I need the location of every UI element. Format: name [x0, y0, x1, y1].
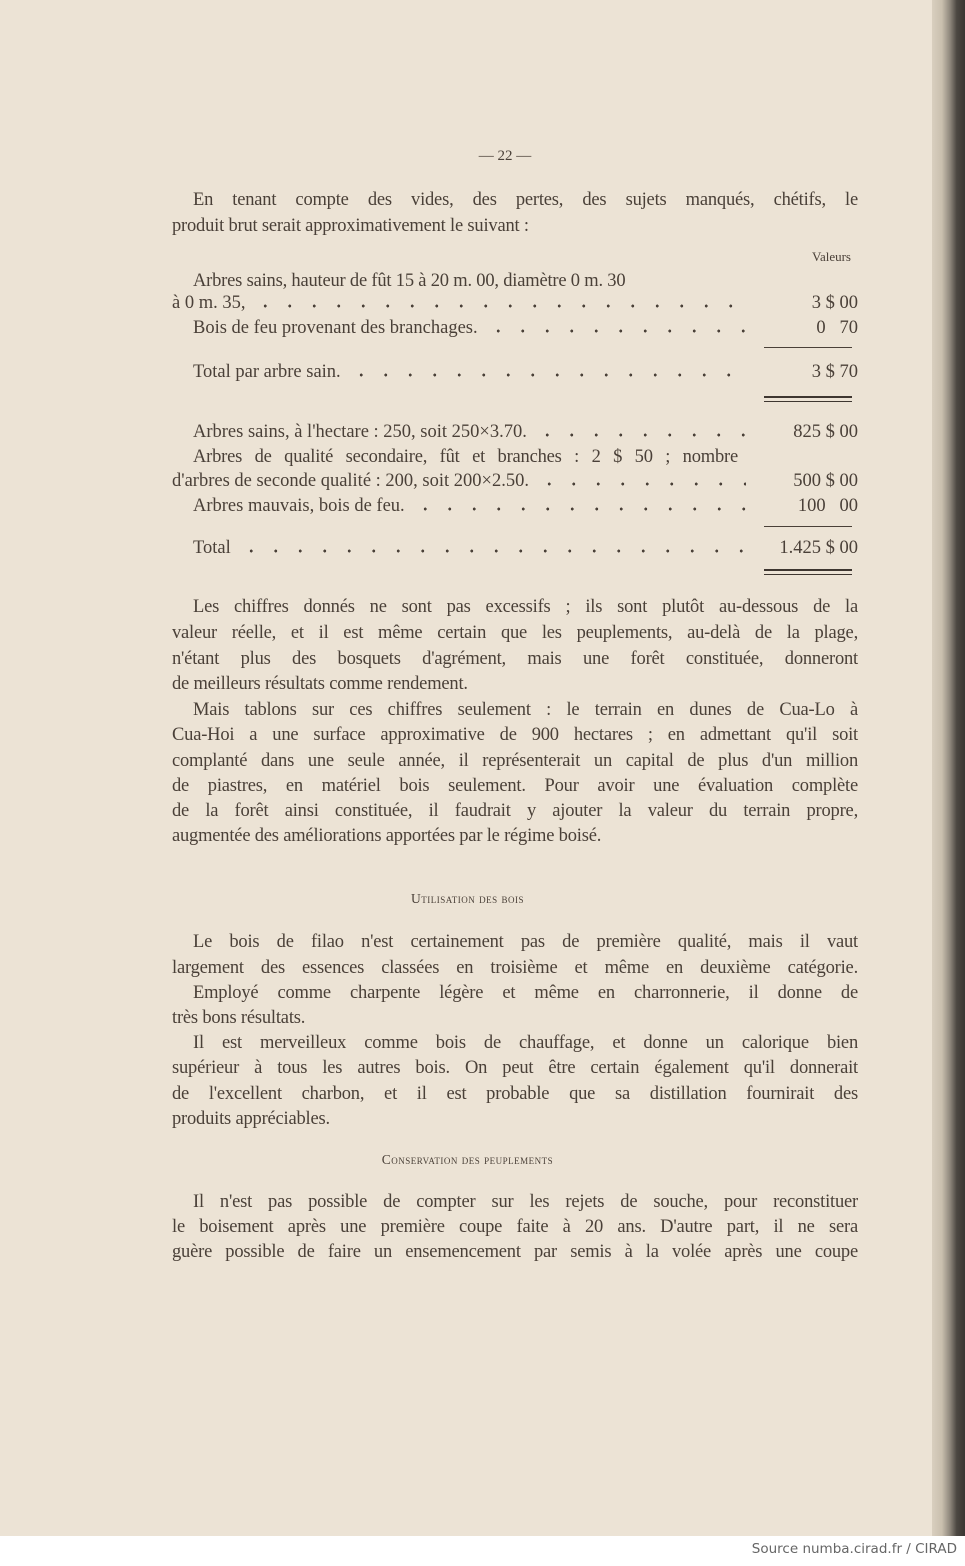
page-number: — 22 —: [478, 148, 532, 164]
total-value: 3 $ 70: [811, 362, 858, 382]
dot-leader: [349, 373, 746, 377]
sum-rule: [764, 347, 852, 348]
book-binding-edge: [932, 0, 965, 1536]
dot-leader: [535, 433, 746, 437]
paragraph-line: le boisement après une première coupe faite à 20 ans. D'autre part, il ne sera: [172, 1217, 858, 1237]
paragraph-line: Employé comme charpente légère et même en charronnerie, il donne de: [193, 983, 858, 1003]
table-row-label: Arbres mauvais, bois de feu.: [193, 496, 405, 516]
paragraph-line: n'étant plus des bosquets d'agrément, mais une forêt constituée, donneront: [172, 649, 858, 669]
sum-rule: [764, 526, 852, 527]
paragraph-line: valeur réelle, et il est même certain que les peuplements, au-delà de la plage,: [172, 623, 858, 643]
paragraph-line: complanté dans une seule année, il représenterait un capital de plus d'un million: [172, 751, 858, 771]
table-row-value: 100 00: [797, 496, 858, 516]
paragraph-line: Cua-Hoi a une surface approximative de 900 hectares ; en admettant qu'il soit: [172, 725, 858, 745]
dot-leader: [537, 482, 746, 486]
table-row-label: Arbres sains, à l'hectare : 250, soit 250×3.70.: [193, 422, 527, 442]
table-row: [172, 470, 858, 492]
table-row-label: Arbres de qualité secondaire, fût et branches : 2 $ 50 ; nombre: [193, 447, 738, 467]
table-row-label: Arbres sains, hauteur de fût 15 à 20 m. 00, diamètre 0 m. 30: [193, 271, 626, 291]
dot-leader: [239, 549, 760, 553]
total-label: Total par arbre sain.: [193, 362, 341, 382]
paragraph-line: augmentée des améliorations apportées par le régime boisé.: [172, 826, 602, 846]
table-total-row: [172, 361, 858, 383]
table-row-value: 0 70: [816, 318, 858, 338]
paragraph-line: produits appréciables.: [172, 1109, 330, 1129]
paragraph-line: très bons résultats.: [172, 1008, 306, 1028]
paragraph-line: largement des essences classées en troisième et même en deuxième catégorie.: [172, 958, 858, 978]
paragraph-line: Il n'est pas possible de compter sur les rejets de souche, pour reconstituer: [193, 1192, 858, 1212]
section-heading-conservation: Conservation des peuplements: [381, 1152, 554, 1167]
table-row: [172, 495, 858, 517]
section-heading-utilisation: Utilisation des bois: [411, 891, 524, 906]
table-row-label: Bois de feu provenant des branchages.: [193, 318, 478, 338]
paragraph-line: Les chiffres donnés ne sont pas excessifs ; ils sont plutôt au-dessous de la: [193, 597, 858, 617]
paragraph-line: Il est merveilleux comme bois de chauffage, et donne un calorique bien: [193, 1033, 858, 1053]
paragraph-line: de meilleurs résultats comme rendement.: [172, 674, 468, 694]
table-row-label: à 0 m. 35,: [172, 293, 246, 313]
paragraph-line: de la forêt ainsi constituée, il faudrait y ajouter la valeur du terrain propre,: [172, 801, 858, 821]
paragraph-line: de piastres, en matériel bois seulement. Pour avoir une évaluation complète: [172, 776, 858, 796]
total-double-rule: [764, 396, 852, 402]
table-row: [172, 292, 858, 314]
table-row: [172, 317, 858, 339]
total-label: Total: [193, 538, 231, 558]
paragraph-line: guère possible de faire un ensemencement par semis à la volée après une coupe: [172, 1242, 858, 1262]
table-row: [172, 421, 858, 443]
total-double-rule: [764, 569, 852, 575]
intro-line: produit brut serait approximativement le suivant :: [172, 216, 529, 236]
dot-leader: [486, 329, 746, 333]
paragraph-line: Mais tablons sur ces chiffres seulement : le terrain en dunes de Cua-Lo à: [193, 700, 858, 720]
intro-line: En tenant compte des vides, des pertes, des sujets manqués, chétifs, le: [193, 190, 858, 210]
paragraph-line: Le bois de filao n'est certainement pas de première qualité, mais il vaut: [193, 932, 858, 952]
source-credit: Source numba.cirad.fr / CIRAD: [751, 1541, 957, 1557]
values-column-header: Valeurs: [812, 249, 851, 264]
table-total-row: [172, 537, 858, 559]
table-row-value: 825 $ 00: [793, 422, 858, 442]
paragraph-line: de l'excellent charbon, et il est probable que sa distillation fournirait des: [172, 1084, 858, 1104]
table-row-value: 3 $ 00: [811, 293, 858, 313]
table-row-label: d'arbres de seconde qualité : 200, soit 200×2.50.: [172, 471, 529, 491]
dot-leader: [413, 507, 746, 511]
table-row-value: 500 $ 00: [793, 471, 858, 491]
total-value: 1.425 $ 00: [779, 538, 858, 558]
paragraph-line: supérieur à tous les autres bois. On peut être certain également qu'il donnerait: [172, 1058, 858, 1078]
dot-leader: [253, 304, 746, 308]
